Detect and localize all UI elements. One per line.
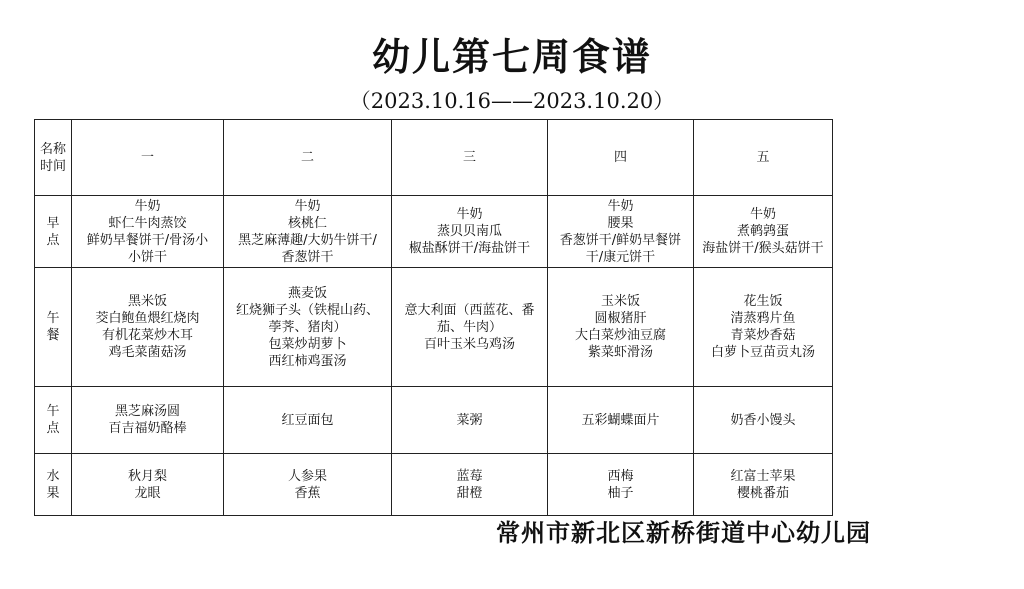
menu-cell-mon — [72, 454, 224, 516]
dish-line: 黑米饭 — [127, 294, 167, 309]
dish-line: 人参果 — [287, 468, 327, 484]
dish-line: 鸡毛菜菌菇汤 — [108, 345, 187, 360]
meal-label — [35, 196, 72, 268]
dish-line: 意大利面（西蓝花、番 — [404, 302, 535, 318]
meal-label — [35, 268, 72, 387]
meal-label — [35, 387, 72, 454]
dish-line: 圆椒猪肝 — [594, 311, 647, 326]
date-range: （2023.10.16——2023.10.20） — [349, 89, 675, 113]
day-header-mon: 一 — [72, 120, 224, 196]
menu-cell-mon — [72, 196, 224, 268]
dish-line: 红豆面包 — [281, 412, 334, 428]
school-name: 常州市新北区新桥街道中心幼儿园 — [496, 519, 871, 547]
dish-line: 大白菜炒油豆腐 — [574, 328, 666, 343]
dish-line: 奶香小馒头 — [730, 412, 796, 428]
menu-cell-wed — [392, 196, 548, 268]
dish-line: 樱桃番茄 — [736, 485, 789, 501]
menu-cell-wed — [392, 268, 548, 387]
dish-line: 香葱饼干/鲜奶早餐饼 — [559, 232, 682, 248]
dish-line: 青菜炒香菇 — [730, 328, 796, 343]
header-row — [35, 120, 833, 196]
dish-line: 黑芝麻汤圆 — [114, 404, 180, 419]
dish-line: 红富士苹果 — [730, 468, 796, 484]
dish-line: 鲜奶早餐饼干/骨汤小 — [86, 232, 209, 248]
dish-line: 龙眼 — [134, 485, 161, 501]
day-header-tue: 二 — [224, 120, 392, 196]
breakfast-row — [35, 196, 833, 268]
dish-line: 核桃仁 — [287, 215, 327, 231]
menu-cell-fri — [694, 268, 833, 387]
dish-line: 燕麦饭 — [287, 285, 327, 301]
dish-line: 煮鹌鹑蛋 — [736, 224, 789, 239]
menu-cell-thu — [548, 387, 694, 454]
dish-line: 秋月梨 — [127, 468, 167, 484]
menu-cell-tue — [224, 454, 392, 516]
menu-cell-tue — [224, 196, 392, 268]
dish-line: 腰果 — [607, 215, 634, 231]
dish-line: 小饼干 — [127, 249, 167, 265]
dish-line: 百叶玉米乌鸡汤 — [423, 336, 515, 352]
meal-label-char: 早 — [46, 215, 60, 231]
day-header-fri: 五 — [694, 120, 833, 196]
lunch-row — [35, 268, 833, 387]
dish-line: 有机花菜炒木耳 — [101, 328, 193, 343]
menu-cell-tue — [224, 268, 392, 387]
dish-line: 牛奶 — [134, 198, 161, 214]
menu-cell-fri — [694, 196, 833, 268]
dish-line: 玉米饭 — [600, 294, 640, 309]
dish-line: 紫菜虾滑汤 — [587, 345, 653, 360]
dish-line: 百吉福奶酪棒 — [108, 421, 187, 436]
dish-line: 甜橙 — [456, 485, 483, 501]
dish-line: 白萝卜豆苗贡丸汤 — [710, 345, 815, 360]
dish-line: 椒盐酥饼干/海盐饼干 — [408, 241, 531, 256]
dish-line: 香葱饼干 — [281, 249, 334, 265]
dish-line: 茄、牛肉） — [436, 319, 502, 335]
page-title: 幼儿第七周食谱 — [371, 35, 652, 79]
dish-line: 蒸贝贝南瓜 — [436, 224, 502, 239]
meal-label-char: 点 — [46, 421, 60, 436]
dish-line: 牛奶 — [294, 198, 321, 214]
menu-cell-wed — [392, 454, 548, 516]
menu-cell-thu — [548, 268, 694, 387]
dish-line: 牛奶 — [456, 207, 483, 222]
dish-line: 花生饭 — [743, 294, 783, 309]
meal-label-char: 点 — [46, 232, 60, 248]
dish-line: 西梅 — [607, 468, 634, 484]
menu-cell-wed — [392, 387, 548, 454]
dish-line: 五彩蝴蝶面片 — [581, 412, 660, 428]
dish-line: 柚子 — [607, 485, 634, 501]
menu-cell-thu — [548, 196, 694, 268]
menu-cell-fri — [694, 387, 833, 454]
meal-label-char: 午 — [46, 311, 60, 326]
meal-label-char: 餐 — [46, 328, 60, 343]
dish-line: 海盐饼干/猴头菇饼干 — [702, 241, 824, 256]
dish-line: 茭白鲍鱼煨红烧肉 — [95, 311, 200, 326]
meal-label — [35, 454, 72, 516]
corner-header — [35, 120, 72, 196]
dish-line: 西红柿鸡蛋汤 — [268, 353, 347, 369]
meal-label-char: 午 — [46, 404, 60, 419]
corner-label-time: 时间 — [39, 158, 66, 174]
menu-cell-tue — [224, 387, 392, 454]
dish-line: 红烧狮子头（铁棍山药、 — [235, 302, 379, 318]
menu-cell-fri — [694, 454, 833, 516]
dish-line: 包菜炒胡萝卜 — [268, 336, 347, 352]
menu-cell-mon — [72, 268, 224, 387]
dish-line: 牛奶 — [749, 207, 776, 222]
day-header-wed: 三 — [392, 120, 548, 196]
meal-label-char: 水 — [46, 468, 60, 484]
dish-line: 蓝莓 — [456, 468, 483, 484]
menu-table — [34, 119, 833, 516]
dish-line: 清蒸鸦片鱼 — [730, 311, 796, 326]
afternoon-snack-row — [35, 387, 833, 454]
meal-label-char: 果 — [46, 485, 60, 501]
menu-cell-mon — [72, 387, 224, 454]
dish-line: 牛奶 — [607, 198, 634, 214]
corner-label-name: 名称 — [39, 141, 66, 157]
dish-line: 黑芝麻薄趣/大奶牛饼干/ — [238, 232, 377, 248]
dish-line: 菜粥 — [456, 412, 483, 428]
day-header-thu: 四 — [548, 120, 694, 196]
dish-line: 干/康元饼干 — [585, 249, 656, 265]
fruit-row — [35, 454, 833, 516]
dish-line: 香蕉 — [294, 485, 321, 501]
menu-cell-thu — [548, 454, 694, 516]
dish-line: 虾仁牛肉蒸饺 — [108, 215, 187, 231]
dish-line: 荸荠、猪肉） — [268, 319, 347, 335]
